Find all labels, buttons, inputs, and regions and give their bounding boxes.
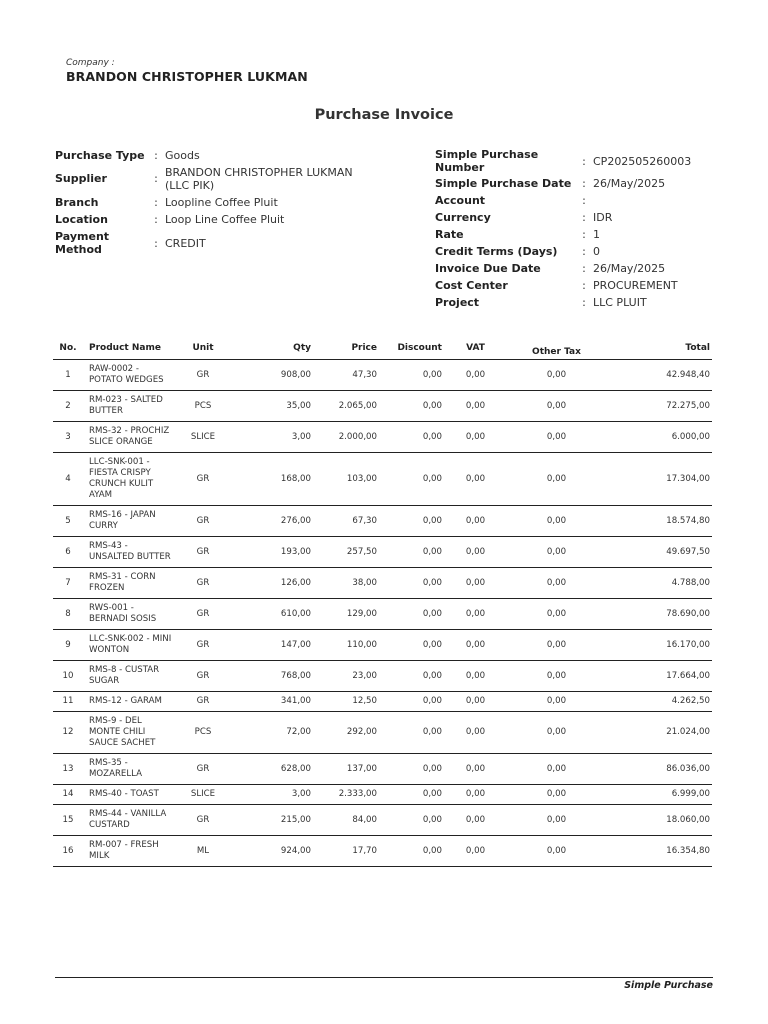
row-unit: SLICE bbox=[175, 422, 231, 453]
row-product: RMS-8 - CUSTAR SUGAR bbox=[83, 661, 175, 692]
info-label: Supplier bbox=[55, 172, 107, 185]
info-label: Rate bbox=[435, 228, 464, 241]
table-row bbox=[53, 391, 712, 422]
row-product: RMS-43 - UNSALTED BUTTER bbox=[83, 537, 175, 568]
row-other-tax: 0,00 bbox=[507, 661, 606, 692]
row-vat: 0,00 bbox=[444, 661, 507, 692]
info-row bbox=[435, 175, 725, 192]
row-no: 2 bbox=[53, 391, 83, 422]
row-unit: GR bbox=[175, 599, 231, 630]
row-discount: 0,00 bbox=[379, 453, 444, 506]
row-discount: 0,00 bbox=[379, 391, 444, 422]
row-price: 38,00 bbox=[313, 568, 379, 599]
info-row bbox=[55, 228, 385, 258]
row-product: RMS-31 - CORN FROZEN bbox=[83, 568, 175, 599]
row-price: 103,00 bbox=[313, 453, 379, 506]
row-product: RWS-001 - BERNADI SOSIS bbox=[83, 599, 175, 630]
info-separator: : bbox=[582, 279, 586, 292]
row-other-tax: 0,00 bbox=[507, 805, 606, 836]
row-other-tax: 0,00 bbox=[507, 568, 606, 599]
row-no: 10 bbox=[53, 661, 83, 692]
row-qty: 610,00 bbox=[231, 599, 313, 630]
row-product: RMS-44 - VANILLA CUSTARD bbox=[83, 805, 175, 836]
row-total: 17.664,00 bbox=[606, 661, 712, 692]
header-no: No. bbox=[53, 337, 83, 360]
info-label: Credit Terms (Days) bbox=[435, 245, 558, 258]
row-unit: GR bbox=[175, 537, 231, 568]
row-vat: 0,00 bbox=[444, 422, 507, 453]
info-separator: : bbox=[154, 196, 158, 209]
row-price: 2.000,00 bbox=[313, 422, 379, 453]
table-row bbox=[53, 453, 712, 506]
row-no: 12 bbox=[53, 712, 83, 754]
row-price: 137,00 bbox=[313, 754, 379, 785]
row-unit: GR bbox=[175, 568, 231, 599]
row-discount: 0,00 bbox=[379, 785, 444, 805]
row-no: 9 bbox=[53, 630, 83, 661]
invoice-info-left bbox=[55, 147, 385, 258]
row-vat: 0,00 bbox=[444, 391, 507, 422]
row-qty: 341,00 bbox=[231, 692, 313, 712]
info-value: IDR bbox=[593, 211, 613, 224]
row-qty: 147,00 bbox=[231, 630, 313, 661]
info-separator: : bbox=[582, 296, 586, 309]
row-qty: 35,00 bbox=[231, 391, 313, 422]
row-qty: 628,00 bbox=[231, 754, 313, 785]
row-discount: 0,00 bbox=[379, 692, 444, 712]
row-price: 2.065,00 bbox=[313, 391, 379, 422]
row-price: 12,50 bbox=[313, 692, 379, 712]
row-product: RMS-35 - MOZARELLA bbox=[83, 754, 175, 785]
row-total: 49.697,50 bbox=[606, 537, 712, 568]
info-row bbox=[55, 163, 385, 194]
info-row bbox=[55, 147, 385, 163]
row-vat: 0,00 bbox=[444, 360, 507, 391]
info-row bbox=[435, 277, 725, 294]
info-label: Project bbox=[435, 296, 480, 309]
header-price: Price bbox=[313, 337, 379, 360]
row-product: RMS-9 - DEL MONTE CHILI SAUCE SACHET bbox=[83, 712, 175, 754]
row-product: RMS-40 - TOAST bbox=[83, 785, 175, 805]
row-price: 2.333,00 bbox=[313, 785, 379, 805]
row-price: 17,70 bbox=[313, 836, 379, 867]
row-qty: 126,00 bbox=[231, 568, 313, 599]
row-other-tax: 0,00 bbox=[507, 506, 606, 537]
row-unit: GR bbox=[175, 661, 231, 692]
row-qty: 72,00 bbox=[231, 712, 313, 754]
info-label: Simple Purchase Number bbox=[435, 148, 539, 174]
row-unit: GR bbox=[175, 805, 231, 836]
row-no: 4 bbox=[53, 453, 83, 506]
row-price: 257,50 bbox=[313, 537, 379, 568]
row-vat: 0,00 bbox=[444, 785, 507, 805]
header-total: Total bbox=[606, 337, 712, 360]
info-value: BRANDON CHRISTOPHER LUKMAN (LLC PIK) bbox=[165, 165, 353, 192]
row-product: LLC-SNK-002 - MINI WONTON bbox=[83, 630, 175, 661]
row-product: LLC-SNK-001 - FIESTA CRISPY CRUNCH KULIT AYAM bbox=[83, 453, 175, 506]
row-other-tax: 0,00 bbox=[507, 599, 606, 630]
info-value: 0 bbox=[593, 245, 600, 258]
row-other-tax: 0,00 bbox=[507, 712, 606, 754]
info-separator: : bbox=[582, 262, 586, 275]
row-discount: 0,00 bbox=[379, 661, 444, 692]
info-label: Branch bbox=[55, 196, 99, 209]
table-row bbox=[53, 836, 712, 867]
row-other-tax: 0,00 bbox=[507, 692, 606, 712]
row-other-tax: 0,00 bbox=[507, 836, 606, 867]
header-product: Product Name bbox=[83, 337, 175, 360]
table-row bbox=[53, 599, 712, 630]
info-separator: : bbox=[582, 245, 586, 258]
row-total: 17.304,00 bbox=[606, 453, 712, 506]
row-discount: 0,00 bbox=[379, 599, 444, 630]
table-row bbox=[53, 754, 712, 785]
footer-label: Simple Purchase bbox=[624, 980, 713, 991]
info-separator: : bbox=[582, 194, 586, 207]
row-no: 13 bbox=[53, 754, 83, 785]
company-name: BRANDON CHRISTOPHER LUKMAN bbox=[66, 69, 308, 84]
row-other-tax: 0,00 bbox=[507, 360, 606, 391]
row-other-tax: 0,00 bbox=[507, 391, 606, 422]
row-unit: GR bbox=[175, 754, 231, 785]
row-no: 5 bbox=[53, 506, 83, 537]
row-vat: 0,00 bbox=[444, 453, 507, 506]
table-row bbox=[53, 785, 712, 805]
table-row bbox=[53, 568, 712, 599]
row-qty: 3,00 bbox=[231, 785, 313, 805]
info-value: PROCUREMENT bbox=[593, 279, 678, 292]
row-qty: 215,00 bbox=[231, 805, 313, 836]
row-other-tax: 0,00 bbox=[507, 453, 606, 506]
row-qty: 908,00 bbox=[231, 360, 313, 391]
row-product: RM-023 - SALTED BUTTER bbox=[83, 391, 175, 422]
row-discount: 0,00 bbox=[379, 537, 444, 568]
row-unit: GR bbox=[175, 630, 231, 661]
info-row bbox=[435, 226, 725, 243]
table-row bbox=[53, 692, 712, 712]
info-separator: : bbox=[582, 228, 586, 241]
info-label: Currency bbox=[435, 211, 491, 224]
info-separator: : bbox=[582, 211, 586, 224]
row-other-tax: 0,00 bbox=[507, 785, 606, 805]
row-no: 6 bbox=[53, 537, 83, 568]
row-total: 6.000,00 bbox=[606, 422, 712, 453]
info-value: 1 bbox=[593, 228, 600, 241]
info-label: Invoice Due Date bbox=[435, 262, 541, 275]
page-title: Purchase Invoice bbox=[314, 107, 454, 123]
row-no: 1 bbox=[53, 360, 83, 391]
header-unit: Unit bbox=[175, 337, 231, 360]
row-total: 78.690,00 bbox=[606, 599, 712, 630]
row-no: 16 bbox=[53, 836, 83, 867]
row-qty: 924,00 bbox=[231, 836, 313, 867]
row-unit: GR bbox=[175, 506, 231, 537]
row-total: 4.788,00 bbox=[606, 568, 712, 599]
info-row bbox=[435, 243, 725, 260]
info-separator: : bbox=[582, 154, 586, 168]
row-no: 11 bbox=[53, 692, 83, 712]
row-no: 15 bbox=[53, 805, 83, 836]
row-total: 16.170,00 bbox=[606, 630, 712, 661]
row-unit: SLICE bbox=[175, 785, 231, 805]
row-vat: 0,00 bbox=[444, 506, 507, 537]
row-total: 18.060,00 bbox=[606, 805, 712, 836]
row-total: 21.024,00 bbox=[606, 712, 712, 754]
row-no: 3 bbox=[53, 422, 83, 453]
row-total: 6.999,00 bbox=[606, 785, 712, 805]
table-row bbox=[53, 537, 712, 568]
info-label: Location bbox=[55, 213, 108, 226]
row-product: RMS-12 - GARAM bbox=[83, 692, 175, 712]
row-vat: 0,00 bbox=[444, 836, 507, 867]
row-total: 72.275,00 bbox=[606, 391, 712, 422]
info-label: Purchase Type bbox=[55, 148, 145, 162]
row-discount: 0,00 bbox=[379, 360, 444, 391]
info-value: 26/May/2025 bbox=[593, 177, 666, 190]
info-label: Account bbox=[435, 194, 486, 207]
info-row bbox=[55, 194, 385, 211]
row-qty: 168,00 bbox=[231, 453, 313, 506]
row-unit: GR bbox=[175, 692, 231, 712]
info-value: 26/May/2025 bbox=[593, 262, 666, 275]
table-row bbox=[53, 422, 712, 453]
info-row bbox=[435, 147, 725, 175]
info-row bbox=[55, 211, 385, 228]
row-product: RMS-32 - PROCHIZ SLICE ORANGE bbox=[83, 422, 175, 453]
info-value: Loopline Coffee Pluit bbox=[165, 196, 278, 209]
row-other-tax: 0,00 bbox=[507, 422, 606, 453]
table-row bbox=[53, 712, 712, 754]
row-total: 86.036,00 bbox=[606, 754, 712, 785]
row-vat: 0,00 bbox=[444, 692, 507, 712]
row-price: 67,30 bbox=[313, 506, 379, 537]
header-discount: Discount bbox=[379, 337, 444, 360]
items-table bbox=[53, 337, 712, 867]
row-discount: 0,00 bbox=[379, 422, 444, 453]
row-vat: 0,00 bbox=[444, 630, 507, 661]
footer-divider bbox=[55, 977, 713, 978]
info-separator: : bbox=[154, 148, 158, 162]
row-qty: 276,00 bbox=[231, 506, 313, 537]
row-total: 42.948,40 bbox=[606, 360, 712, 391]
row-total: 18.574,80 bbox=[606, 506, 712, 537]
header-vat: VAT bbox=[444, 337, 507, 360]
info-label: Cost Center bbox=[435, 279, 508, 292]
row-unit: PCS bbox=[175, 712, 231, 754]
row-vat: 0,00 bbox=[444, 805, 507, 836]
info-row bbox=[435, 260, 725, 277]
row-price: 23,00 bbox=[313, 661, 379, 692]
info-value: CP202505260003 bbox=[593, 154, 692, 168]
row-unit: GR bbox=[175, 360, 231, 391]
row-other-tax: 0,00 bbox=[507, 630, 606, 661]
info-value: CREDIT bbox=[165, 236, 206, 250]
table-row bbox=[53, 630, 712, 661]
row-price: 47,30 bbox=[313, 360, 379, 391]
row-discount: 0,00 bbox=[379, 506, 444, 537]
row-price: 110,00 bbox=[313, 630, 379, 661]
row-vat: 0,00 bbox=[444, 599, 507, 630]
info-separator: : bbox=[154, 213, 158, 226]
table-row bbox=[53, 506, 712, 537]
row-price: 292,00 bbox=[313, 712, 379, 754]
info-value: Loop Line Coffee Pluit bbox=[165, 213, 285, 226]
row-qty: 3,00 bbox=[231, 422, 313, 453]
row-other-tax: 0,00 bbox=[507, 754, 606, 785]
row-discount: 0,00 bbox=[379, 836, 444, 867]
info-row bbox=[435, 294, 725, 311]
row-discount: 0,00 bbox=[379, 630, 444, 661]
info-row bbox=[435, 209, 725, 226]
table-row bbox=[53, 805, 712, 836]
row-vat: 0,00 bbox=[444, 537, 507, 568]
row-price: 84,00 bbox=[313, 805, 379, 836]
info-separator: : bbox=[154, 236, 158, 250]
header-qty: Qty bbox=[231, 337, 313, 360]
row-total: 4.262,50 bbox=[606, 692, 712, 712]
info-label: Simple Purchase Date bbox=[435, 177, 572, 190]
row-unit: GR bbox=[175, 453, 231, 506]
row-product: RMS-16 - JAPAN CURRY bbox=[83, 506, 175, 537]
table-row bbox=[53, 360, 712, 391]
row-discount: 0,00 bbox=[379, 712, 444, 754]
row-product: RM-007 - FRESH MILK bbox=[83, 836, 175, 867]
row-qty: 768,00 bbox=[231, 661, 313, 692]
row-price: 129,00 bbox=[313, 599, 379, 630]
row-qty: 193,00 bbox=[231, 537, 313, 568]
row-no: 14 bbox=[53, 785, 83, 805]
row-product: RAW-0002 - POTATO WEDGES bbox=[83, 360, 175, 391]
row-unit: ML bbox=[175, 836, 231, 867]
row-no: 7 bbox=[53, 568, 83, 599]
info-value: LLC PLUIT bbox=[593, 296, 647, 309]
row-discount: 0,00 bbox=[379, 754, 444, 785]
invoice-info-right bbox=[435, 147, 725, 311]
header-other-tax: Other Tax bbox=[507, 337, 606, 360]
table-row bbox=[53, 661, 712, 692]
row-other-tax: 0,00 bbox=[507, 537, 606, 568]
row-discount: 0,00 bbox=[379, 805, 444, 836]
info-value: Goods bbox=[165, 148, 200, 162]
info-row bbox=[435, 192, 725, 209]
row-no: 8 bbox=[53, 599, 83, 630]
row-vat: 0,00 bbox=[444, 754, 507, 785]
info-separator: : bbox=[154, 172, 158, 185]
row-vat: 0,00 bbox=[444, 568, 507, 599]
table-header-row bbox=[53, 337, 712, 360]
row-vat: 0,00 bbox=[444, 712, 507, 754]
company-label: Company : bbox=[66, 58, 115, 68]
row-discount: 0,00 bbox=[379, 568, 444, 599]
info-label: Payment Method bbox=[55, 230, 110, 256]
row-total: 16.354,80 bbox=[606, 836, 712, 867]
info-separator: : bbox=[582, 177, 586, 190]
row-unit: PCS bbox=[175, 391, 231, 422]
